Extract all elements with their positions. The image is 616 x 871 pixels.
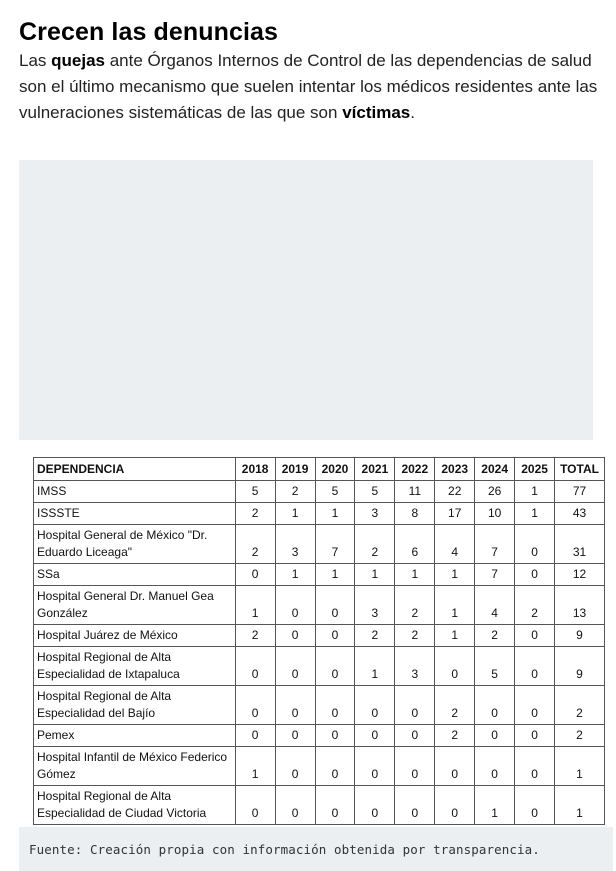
column-header-total: TOTAL <box>555 458 605 481</box>
cell-total: 9 <box>555 647 605 686</box>
table-row <box>34 686 605 725</box>
cell-value: 0 <box>315 586 355 625</box>
cell-value: 0 <box>315 647 355 686</box>
cell-total: 2 <box>555 725 605 747</box>
cell-value: 10 <box>475 503 515 525</box>
column-header-2022: 2022 <box>395 458 435 481</box>
cell-value: 0 <box>395 747 435 786</box>
table-row <box>34 747 605 786</box>
cell-value: 0 <box>235 686 275 725</box>
table-body <box>34 481 605 825</box>
cell-value: 0 <box>235 786 275 825</box>
cell-value: 0 <box>395 786 435 825</box>
cell-value: 0 <box>315 625 355 647</box>
complaints-table <box>33 457 605 825</box>
cell-value: 0 <box>355 725 395 747</box>
cell-value: 0 <box>515 686 555 725</box>
cell-value: 0 <box>275 725 315 747</box>
cell-dependencia: Hospital General Dr. Manuel Gea González <box>34 586 236 625</box>
cell-value: 1 <box>355 564 395 586</box>
cell-value: 11 <box>395 481 435 503</box>
cell-value: 1 <box>235 586 275 625</box>
source-bar <box>19 827 613 871</box>
cell-dependencia: Hospital Regional de Alta Especialidad de Ixtapaluca <box>34 647 236 686</box>
cell-value: 1 <box>435 625 475 647</box>
cell-total: 31 <box>555 525 605 564</box>
lead-emphasis-victimas: víctimas <box>342 103 411 122</box>
lead-text-1: Las <box>19 51 52 70</box>
cell-value: 0 <box>515 564 555 586</box>
cell-value: 0 <box>355 747 395 786</box>
column-header-2023: 2023 <box>435 458 475 481</box>
cell-value: 0 <box>435 647 475 686</box>
cell-dependencia: SSa <box>34 564 236 586</box>
cell-value: 7 <box>315 525 355 564</box>
cell-value: 1 <box>315 503 355 525</box>
cell-value: 1 <box>475 786 515 825</box>
cell-value: 0 <box>315 747 355 786</box>
cell-value: 0 <box>275 625 315 647</box>
source-note: Fuente: Creación propia con información obtenida por transparencia. <box>29 842 540 857</box>
cell-value: 5 <box>315 481 355 503</box>
cell-value: 2 <box>275 481 315 503</box>
cell-value: 1 <box>515 503 555 525</box>
table-row <box>34 647 605 686</box>
cell-value: 4 <box>435 525 475 564</box>
cell-value: 0 <box>515 625 555 647</box>
cell-total: 43 <box>555 503 605 525</box>
cell-dependencia: Hospital Juárez de México <box>34 625 236 647</box>
cell-value: 0 <box>275 647 315 686</box>
table-row <box>34 725 605 747</box>
cell-value: 2 <box>355 625 395 647</box>
cell-value: 8 <box>395 503 435 525</box>
cell-dependencia: Hospital Infantil de México Federico Gómez <box>34 747 236 786</box>
table-row <box>34 586 605 625</box>
cell-value: 2 <box>235 625 275 647</box>
column-header-2020: 2020 <box>315 458 355 481</box>
table-header-row <box>34 458 605 481</box>
table-row <box>34 564 605 586</box>
cell-value: 22 <box>435 481 475 503</box>
complaints-table-container <box>33 457 605 827</box>
cell-value: 2 <box>435 725 475 747</box>
cell-value: 0 <box>475 725 515 747</box>
column-header-2025: 2025 <box>515 458 555 481</box>
table-row <box>34 503 605 525</box>
cell-value: 3 <box>355 586 395 625</box>
cell-value: 0 <box>315 686 355 725</box>
cell-value: 17 <box>435 503 475 525</box>
cell-value: 2 <box>355 525 395 564</box>
cell-value: 1 <box>275 564 315 586</box>
cell-value: 4 <box>475 586 515 625</box>
cell-value: 0 <box>475 686 515 725</box>
cell-total: 1 <box>555 747 605 786</box>
table-row <box>34 786 605 825</box>
cell-value: 0 <box>395 725 435 747</box>
cell-value: 0 <box>315 786 355 825</box>
cell-value: 0 <box>515 747 555 786</box>
cell-value: 5 <box>355 481 395 503</box>
cell-value: 2 <box>475 625 515 647</box>
table-row <box>34 481 605 503</box>
cell-value: 3 <box>395 647 435 686</box>
cell-total: 1 <box>555 786 605 825</box>
cell-value: 0 <box>275 686 315 725</box>
table-row <box>34 625 605 647</box>
cell-value: 0 <box>275 786 315 825</box>
lead-emphasis-quejas: quejas <box>51 51 105 70</box>
cell-total: 2 <box>555 686 605 725</box>
column-header-dependencia: DEPENDENCIA <box>34 458 236 481</box>
cell-value: 1 <box>515 481 555 503</box>
cell-value: 0 <box>275 586 315 625</box>
cell-value: 1 <box>355 647 395 686</box>
cell-value: 0 <box>235 647 275 686</box>
cell-value: 7 <box>475 525 515 564</box>
cell-value: 1 <box>275 503 315 525</box>
cell-value: 0 <box>515 647 555 686</box>
cell-value: 0 <box>355 686 395 725</box>
cell-value: 0 <box>515 786 555 825</box>
cell-value: 1 <box>395 564 435 586</box>
embed-placeholder <box>19 160 593 440</box>
cell-value: 5 <box>475 647 515 686</box>
cell-dependencia: Hospital Regional de Alta Especialidad de Ciudad Victoria <box>34 786 236 825</box>
cell-value: 2 <box>235 525 275 564</box>
cell-dependencia: Pemex <box>34 725 236 747</box>
cell-value: 2 <box>515 586 555 625</box>
lead-text-2: ante Órganos Internos de Control de las dependencias de salud son el último mecanismo que suelen intentar los médicos residentes ante las vulneraciones sistemáticas de las que son <box>19 51 598 122</box>
cell-value: 0 <box>435 747 475 786</box>
cell-dependencia: ISSSTE <box>34 503 236 525</box>
column-header-2021: 2021 <box>355 458 395 481</box>
cell-value: 26 <box>475 481 515 503</box>
table-row <box>34 525 605 564</box>
cell-value: 0 <box>275 747 315 786</box>
cell-value: 7 <box>475 564 515 586</box>
cell-dependencia: Hospital General de México "Dr. Eduardo Liceaga" <box>34 525 236 564</box>
cell-total: 9 <box>555 625 605 647</box>
cell-total: 77 <box>555 481 605 503</box>
cell-value: 6 <box>395 525 435 564</box>
cell-value: 0 <box>515 725 555 747</box>
article-header <box>19 18 599 126</box>
cell-value: 0 <box>395 686 435 725</box>
cell-value: 1 <box>435 564 475 586</box>
cell-dependencia: IMSS <box>34 481 236 503</box>
lead-text-3: . <box>410 103 415 122</box>
cell-value: 2 <box>235 503 275 525</box>
cell-value: 1 <box>315 564 355 586</box>
cell-value: 3 <box>355 503 395 525</box>
cell-value: 0 <box>235 564 275 586</box>
cell-value: 0 <box>355 786 395 825</box>
cell-value: 0 <box>315 725 355 747</box>
column-header-2018: 2018 <box>235 458 275 481</box>
cell-value: 3 <box>275 525 315 564</box>
cell-total: 12 <box>555 564 605 586</box>
cell-value: 0 <box>435 786 475 825</box>
cell-total: 13 <box>555 586 605 625</box>
cell-value: 5 <box>235 481 275 503</box>
cell-value: 2 <box>395 625 435 647</box>
cell-dependencia: Hospital Regional de Alta Especialidad del Bajío <box>34 686 236 725</box>
column-header-2024: 2024 <box>475 458 515 481</box>
page-title: Crecen las denuncias <box>19 18 279 46</box>
cell-value: 0 <box>515 525 555 564</box>
lead-paragraph <box>19 48 599 126</box>
cell-value: 0 <box>475 747 515 786</box>
cell-value: 1 <box>435 586 475 625</box>
column-header-2019: 2019 <box>275 458 315 481</box>
cell-value: 2 <box>435 686 475 725</box>
cell-value: 2 <box>395 586 435 625</box>
cell-value: 1 <box>235 747 275 786</box>
cell-value: 0 <box>235 725 275 747</box>
